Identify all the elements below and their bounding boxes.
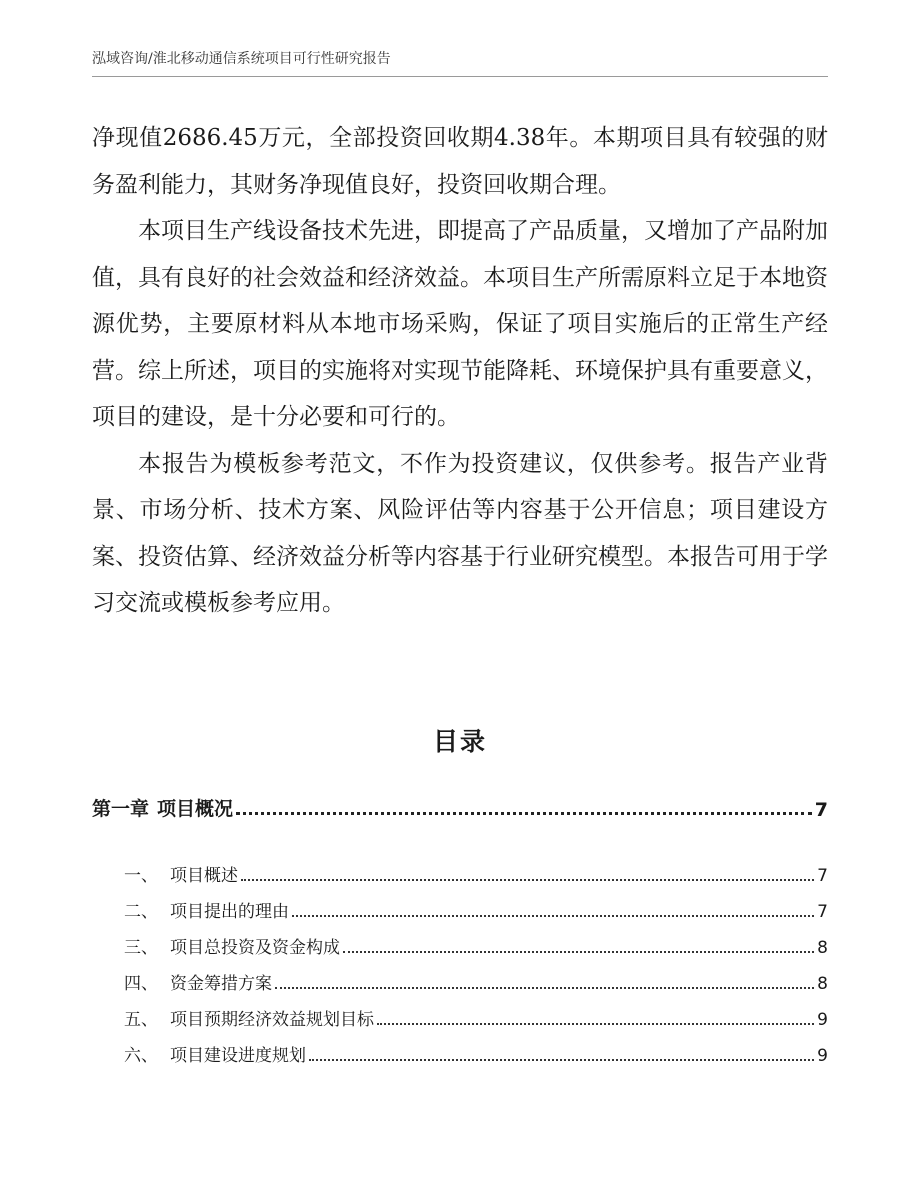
toc-chapter-entry[interactable] bbox=[92, 787, 828, 821]
toc-section-number: 五、 bbox=[124, 1010, 158, 1030]
body-text bbox=[92, 115, 828, 627]
toc-section-page: 8 bbox=[817, 938, 828, 958]
toc-section-label: 项目提出的理由 bbox=[170, 902, 289, 922]
toc-dot-leader bbox=[236, 812, 812, 815]
toc-dot-leader bbox=[377, 1023, 814, 1025]
toc-section-entry[interactable] bbox=[124, 994, 828, 1030]
toc-section-number: 四、 bbox=[124, 974, 158, 994]
toc-section-label: 资金筹措方案 bbox=[170, 974, 272, 994]
paragraph-conclusion: 本项目生产线设备技术先进，即提高了产品质量，又增加了产品附加值，具有良好的社会效益和经济效益。本项目生产所需原料立足于本地资源优势，主要原材料从本地市场采购，保证了项目实施后的正常生产经营。综上所述，项目的实施将对实现节能降耗、环境保护具有重要意义，项目的建设，是十分必要和可行的。 bbox=[92, 218, 828, 430]
paragraph-continued: 净现值2686.45万元，全部投资回收期4.38年。本期项目具有较强的财务盈利能力，其财务净现值良好，投资回收期合理。 bbox=[92, 125, 828, 198]
toc-chapter-number: 第一章 bbox=[92, 798, 150, 820]
toc-section-entry[interactable] bbox=[124, 1030, 828, 1066]
toc-section-page: 7 bbox=[817, 866, 828, 886]
toc-section-number: 三、 bbox=[124, 938, 158, 958]
toc-section-entry[interactable] bbox=[124, 850, 828, 886]
toc-section-label: 项目概述 bbox=[170, 866, 238, 886]
toc-dot-leader bbox=[241, 879, 814, 881]
toc-dot-leader bbox=[275, 987, 814, 989]
toc-section-label: 项目预期经济效益规划目标 bbox=[170, 1010, 374, 1030]
toc-section-page: 9 bbox=[817, 1046, 828, 1066]
toc-section-number: 六、 bbox=[124, 1046, 158, 1066]
toc-section-entry[interactable] bbox=[124, 922, 828, 958]
toc-section-number: 一、 bbox=[124, 866, 158, 886]
toc-section-label: 项目建设进度规划 bbox=[170, 1046, 306, 1066]
toc-section-page: 8 bbox=[817, 974, 828, 994]
toc-section-page: 9 bbox=[817, 1010, 828, 1030]
toc-dot-leader bbox=[292, 915, 814, 917]
toc-dot-leader bbox=[309, 1059, 814, 1061]
paragraph-disclaimer: 本报告为模板参考范文，不作为投资建议，仅供参考。报告产业背景、市场分析、技术方案、风险评估等内容基于公开信息；项目建设方案、投资估算、经济效益分析等内容基于行业研究模型。本报告可用于学习交流或模板参考应用。 bbox=[92, 450, 828, 616]
toc-title: 目录 bbox=[432, 727, 487, 756]
toc-section-entry[interactable] bbox=[124, 886, 828, 922]
toc-section-label: 项目总投资及资金构成 bbox=[170, 938, 340, 958]
toc-section-page: 7 bbox=[817, 902, 828, 922]
header-rule bbox=[92, 76, 828, 77]
running-header: 泓域咨询/淮北移动通信系统项目可行性研究报告 bbox=[92, 51, 391, 67]
toc-dot-leader bbox=[343, 951, 814, 953]
toc-section-entry[interactable] bbox=[124, 958, 828, 994]
toc-section-list bbox=[124, 850, 828, 1066]
toc-chapter-page: 7 bbox=[814, 799, 828, 821]
toc-chapter-label: 项目概况 bbox=[157, 798, 234, 820]
toc-section-number: 二、 bbox=[124, 902, 158, 922]
